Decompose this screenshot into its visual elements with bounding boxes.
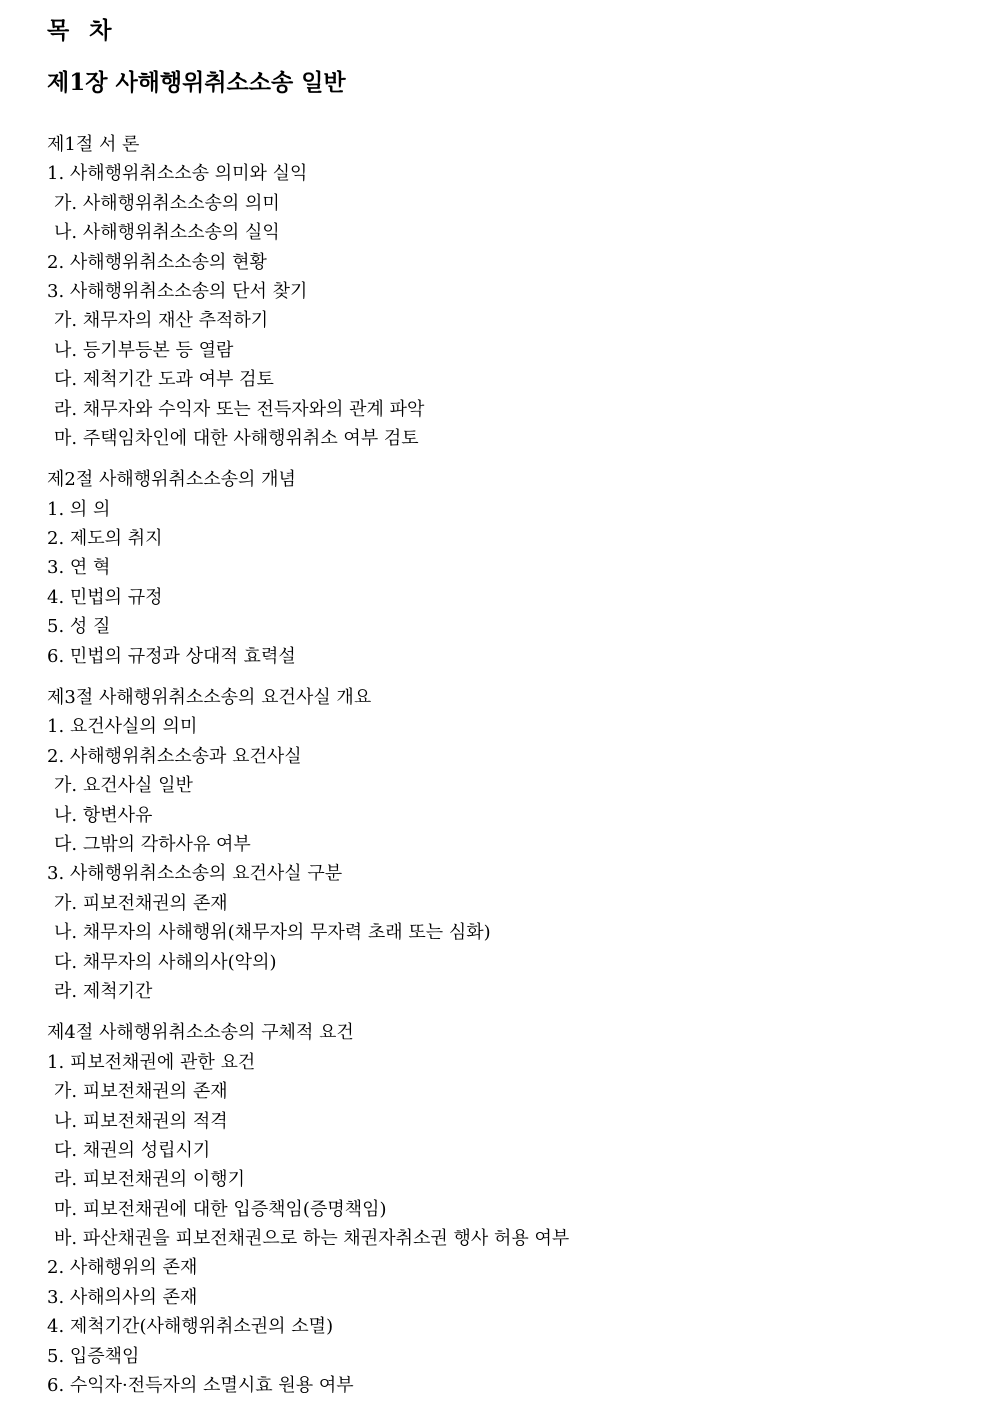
toc-entry: 2. 제도의 취지 — [47, 528, 163, 550]
toc-section-4 — [47, 1018, 947, 1400]
toc-entry: 2. 사해행위취소소송의 현황 — [47, 251, 267, 273]
toc-subentry: 바. 파산채권을 피보전채권으로 하는 채권자취소권 행사 허용 여부 — [54, 1228, 570, 1250]
toc-subentry: 마. 피보전채권에 대한 입증책임(증명책임) — [54, 1198, 387, 1220]
toc-subentry: 나. 항변사유 — [54, 804, 153, 826]
section-title: 제2절 사해행위취소소송의 개념 — [47, 469, 296, 491]
toc-entry: 5. 성 질 — [47, 616, 111, 638]
toc-entry: 4. 제척기간(사해행위취소권의 소멸) — [47, 1316, 334, 1338]
toc-entry: 6. 민법의 규정과 상대적 효력설 — [47, 645, 296, 667]
toc-subentry: 가. 요건사실 일반 — [54, 775, 193, 797]
toc-section-2 — [47, 465, 947, 671]
toc-subentry: 가. 사해행위취소소송의 의미 — [54, 192, 280, 214]
toc-subentry: 다. 채권의 성립시기 — [54, 1139, 211, 1161]
toc-entry: 3. 사해행위취소소송의 단서 찾기 — [47, 280, 308, 302]
toc-subentry: 나. 채무자의 사해행위(채무자의 무자력 초래 또는 심화) — [54, 922, 491, 944]
toc-entry: 5. 입증책임 — [47, 1345, 140, 1367]
toc-entry: 3. 연 혁 — [47, 557, 111, 579]
chapter-title: 제1장 사해행위취소소송 일반 — [47, 69, 346, 96]
toc-entry: 1. 의 의 — [47, 498, 111, 520]
toc-subentry: 라. 제척기간 — [54, 980, 153, 1002]
toc-entry: 4. 민법의 규정 — [47, 586, 163, 608]
toc-section-1 — [47, 130, 947, 453]
toc-subentry: 나. 사해행위취소소송의 실익 — [54, 222, 280, 244]
toc-subentry: 나. 피보전채권의 적격 — [54, 1110, 228, 1132]
toc-entry: 3. 사해행위취소소송의 요건사실 구분 — [47, 863, 343, 885]
section-title: 제3절 사해행위취소소송의 요건사실 개요 — [47, 687, 372, 709]
toc-subentry: 가. 피보전채권의 존재 — [54, 1081, 228, 1103]
toc-section-3 — [47, 683, 947, 1006]
toc-subentry: 가. 채무자의 재산 추적하기 — [54, 310, 269, 332]
toc-title: 목 차 — [47, 17, 118, 44]
toc-entry: 2. 사해행위취소소송과 요건사실 — [47, 745, 302, 767]
toc-entry: 1. 사해행위취소소송 의미와 실익 — [47, 163, 308, 185]
toc-subentry: 라. 피보전채권의 이행기 — [54, 1169, 246, 1191]
toc-entry: 1. 피보전채권에 관한 요건 — [47, 1051, 256, 1073]
toc-sections — [47, 130, 947, 1412]
toc-subentry: 가. 피보전채권의 존재 — [54, 892, 228, 914]
toc-subentry: 나. 등기부등본 등 열람 — [54, 339, 234, 361]
toc-subentry: 마. 주택임차인에 대한 사해행위취소 여부 검토 — [54, 427, 419, 449]
toc-entry: 2. 사해행위의 존재 — [47, 1257, 198, 1279]
toc-subentry: 라. 채무자와 수익자 또는 전득자와의 관계 파악 — [54, 398, 425, 420]
toc-entry: 1. 요건사실의 의미 — [47, 716, 198, 738]
toc-subentry: 다. 제척기간 도과 여부 검토 — [54, 369, 274, 391]
section-title: 제1절 서 론 — [47, 134, 140, 155]
toc-subentry: 다. 채무자의 사해의사(악의) — [54, 951, 277, 973]
toc-subentry: 다. 그밖의 각하사유 여부 — [54, 833, 251, 855]
toc-entry: 3. 사해의사의 존재 — [47, 1286, 198, 1308]
toc-entry: 6. 수익자·전득자의 소멸시효 원용 여부 — [47, 1375, 354, 1397]
section-title: 제4절 사해행위취소소송의 구체적 요건 — [47, 1022, 354, 1044]
